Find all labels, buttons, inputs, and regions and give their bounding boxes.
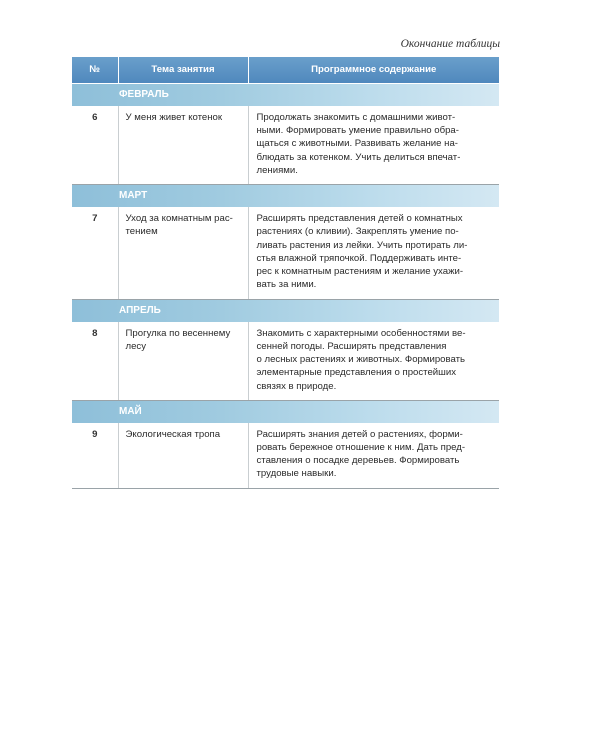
content-line: Знакомить с характерными особенностями ве- xyxy=(256,327,466,339)
program-content xyxy=(248,106,499,185)
month-label: ФЕВРАЛЬ xyxy=(72,84,499,107)
month-row xyxy=(72,84,499,107)
table-header xyxy=(72,57,499,84)
lesson-topic xyxy=(118,322,248,401)
content-line: щаться с животными. Развивать желание на- xyxy=(256,138,458,150)
header-number: № xyxy=(72,57,118,84)
content-line: стья влажной тряпочкой. Поддерживать инте- xyxy=(256,252,462,264)
content-line: ровать бережное отношение к ним. Дать пред- xyxy=(256,441,466,453)
lesson-topic xyxy=(118,106,248,185)
lesson-topic xyxy=(118,207,248,299)
topic-line: тением xyxy=(125,226,158,238)
content-line: ливать растения из лейки. Учить протирать ли- xyxy=(256,239,468,251)
month-label: МАЙ xyxy=(72,400,499,423)
program-content xyxy=(248,423,499,488)
month-label: АПРЕЛЬ xyxy=(72,299,499,322)
program-content xyxy=(248,207,499,299)
topic-line: Экологическая тропа xyxy=(125,428,221,440)
header-program-content: Программное содержание xyxy=(248,57,499,84)
lesson-number: 7 xyxy=(72,207,118,299)
content-line: Расширять представления детей о комнатных xyxy=(256,213,463,225)
table-continuation-caption: Окончание таблицы xyxy=(400,38,500,50)
content-line: сенней погоды. Расширять представления xyxy=(256,340,447,352)
table-row xyxy=(72,322,499,401)
topic-line: У меня живет котенок xyxy=(125,112,223,123)
lesson-number: 9 xyxy=(72,423,118,488)
content-line: элементарные представления о простейших xyxy=(256,367,456,379)
table-row xyxy=(72,207,499,299)
table-row xyxy=(72,106,499,185)
content-line: о лесных растениях и животных. Формировать xyxy=(256,354,466,366)
content-line: трудовые навыки. xyxy=(256,468,337,480)
month-row xyxy=(72,400,499,423)
content-line: ными. Формировать умение правильно обра- xyxy=(256,125,459,137)
content-line: связях в природе. xyxy=(256,380,337,392)
month-label: МАРТ xyxy=(72,185,499,208)
table-body xyxy=(72,84,499,489)
lesson-plan-table xyxy=(72,57,499,489)
content-line: лениями. xyxy=(256,164,298,176)
table-row xyxy=(72,423,499,488)
topic-line: Уход за комнатным рас- xyxy=(125,213,233,225)
month-row xyxy=(72,299,499,322)
topic-line: Прогулка по весеннему xyxy=(125,327,231,339)
lesson-topic xyxy=(118,423,248,488)
content-line: Продолжать знакомить с домашними живот- xyxy=(256,112,456,123)
content-line: ставления о посадке деревьев. Формировать xyxy=(256,455,460,467)
program-content xyxy=(248,322,499,401)
content-line: Расширять знания детей о растениях, форми- xyxy=(256,428,463,440)
month-row xyxy=(72,185,499,208)
topic-line: лесу xyxy=(125,340,147,352)
lesson-number: 8 xyxy=(72,322,118,401)
content-line: блюдать за котенком. Учить делиться впечат- xyxy=(256,151,461,163)
header-topic: Тема занятия xyxy=(118,57,248,84)
content-line: рес к комнатным растениям и желание ухажи- xyxy=(256,266,464,278)
lesson-number: 6 xyxy=(72,106,118,185)
content-line: растениях (о кливии). Закреплять умение по- xyxy=(256,226,459,238)
content-line: вать за ними. xyxy=(256,279,317,291)
